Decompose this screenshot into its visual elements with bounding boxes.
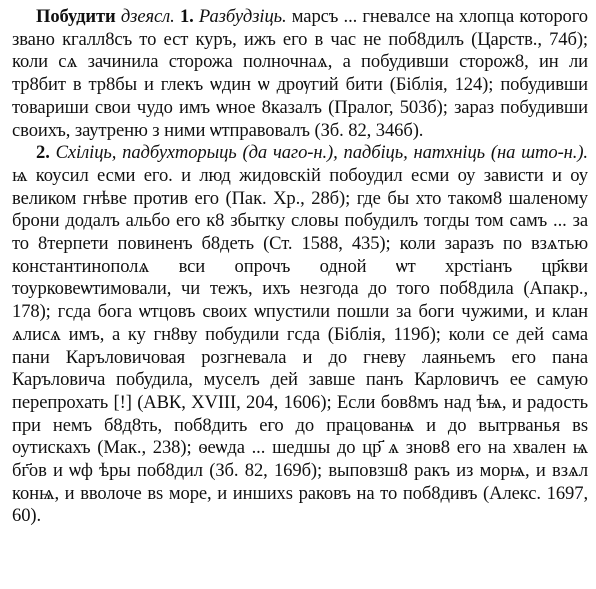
- sense-1-gloss: Разбудзіць.: [198, 6, 287, 27]
- entry-sense-2: [12, 142, 588, 528]
- sense-1-citations: марсъ ... гневалсе на хлопца которого звано кгалл8съ то ест куръ, ижъ его в час не поб8дилъ (Царств., 74б); коли сѧ зачинила сторожа полночнаѧ, а побудивши сторож8, ин ли тр8бит в тр8бы и глекъ ѡдин ѡ дрѹгий бити (Біблія, 124); побудивши товариши свои чудо имъ ѡное 8казалъ (Пралог, 503б); зараз побудивши своихъ, заутреню з ними ѡтправовалъ (Зб. 82, 346б).: [12, 6, 588, 141]
- sense-1-number: 1.: [179, 6, 194, 27]
- sense-2-citations: ѩ коусил есми его. и люд жидовскій побоудил есми оу зависти и оу великом гнѣве против его (Пак. Хр., 28б); где бы хто таком8 шаленому брони додалъ альбо его к8 збытку словы побудилъ тогды том самъ ... за то 8терпети повиненъ б8деть (Ст. 1588, 435); коли заразъ по взѧтью константинополѧ вси опрочъ одной ѡт хрстіанъ цр҃кви тоурковеѡтимовали, чи тежъ, ихъ незгода до того поб8дила (Апакр., 178); гсда бога ѡтцовъ своих ѡпустили пошли за боги чужими, и клан ѧлисѧ имъ, а ку гн8ву побудили гсда (Біблія, 119б); коли се дей сама пани Каръловичовая розгневала и до гневу лаяньемъ его пана Каръловича побудила, муселъ дей завше панъ Карловичъ ее самую перепрохать [!] (АВК, XVIII, 204, 1606); Если бов8мъ над ѣѩ, и радость при немъ б8д8ть, поб8дить его до працованѩ и до вытрванья вs оутискахъ (Мак., 238); ѳеѡда ... шедшы до цр҃ ѧ знов8 его на хвален ѩ бг҃ов и ѡф ѣры поб8дил (Зб. 82, 169б); выповзш8 ракъ из морѩ, и взѧл конѩ, и вволоче вs море, и иншихs раковъ на то поб8дивъ (Алекс. 1697, 60).: [12, 164, 588, 527]
- headword: Побудити: [36, 6, 116, 27]
- entry-sense-1: [12, 6, 588, 142]
- sense-2-number: 2.: [36, 142, 50, 164]
- sense-2-gloss: Схіліць, падбухторыць (да чаго-н.), падбіць, натхніць (на што-н.).: [55, 142, 588, 164]
- part-of-speech: дзеясл.: [120, 6, 175, 27]
